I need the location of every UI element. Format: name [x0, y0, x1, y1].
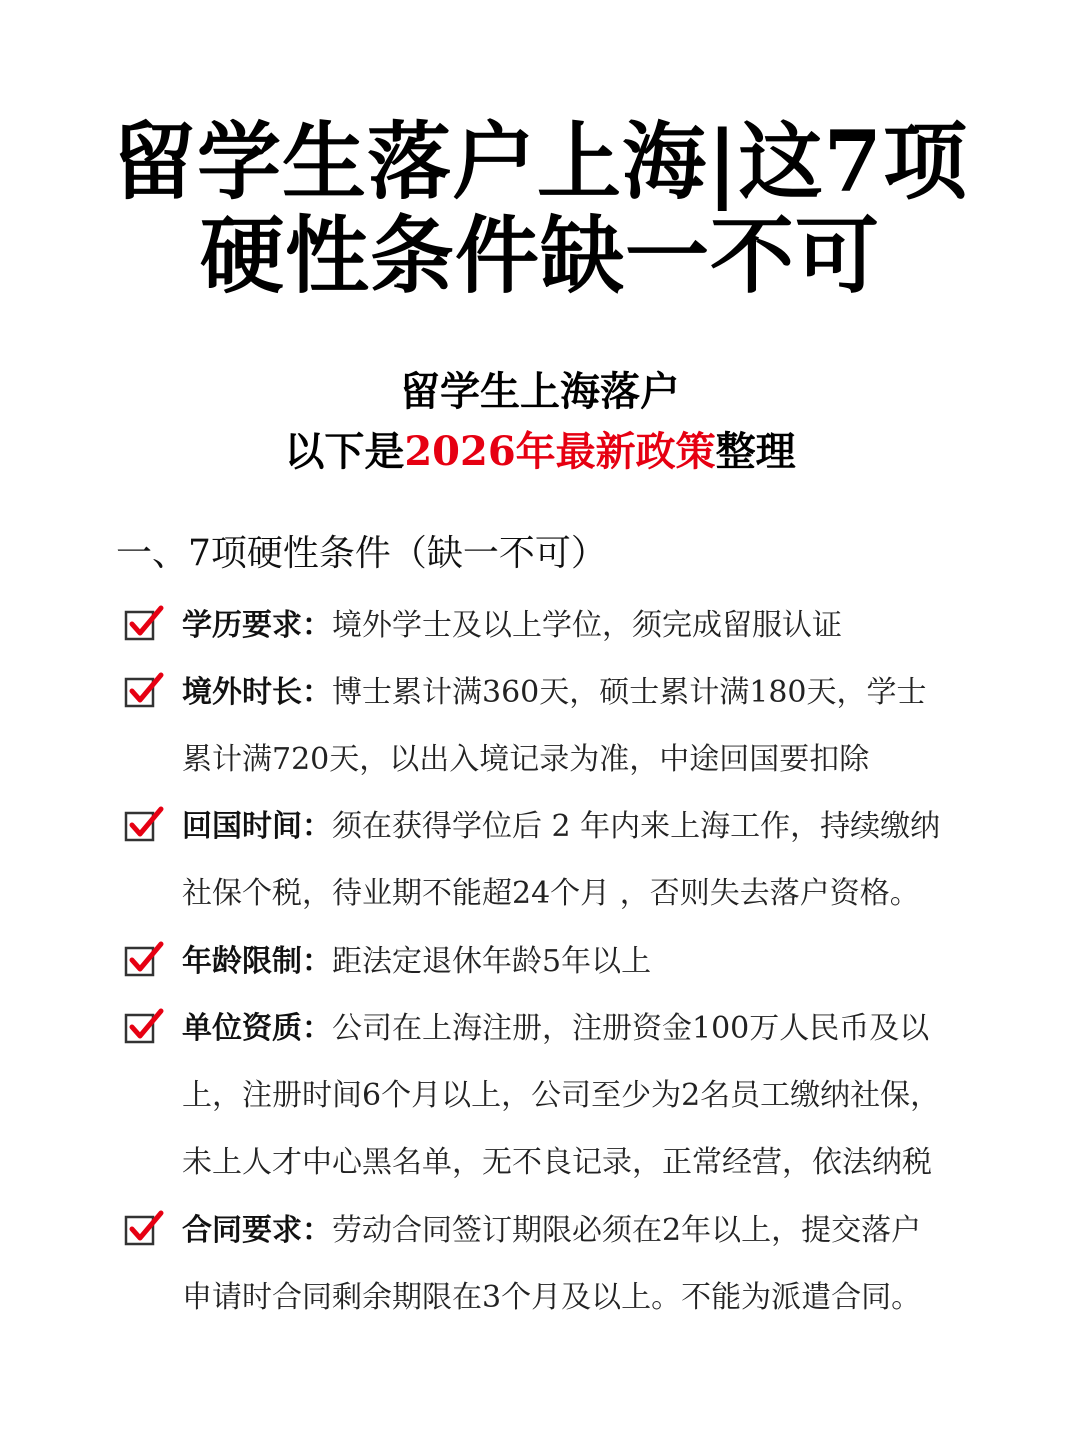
condition-text: [182, 928, 982, 995]
checkbox-checked-icon: [124, 1209, 164, 1247]
condition-label: 年龄限制：: [182, 944, 332, 979]
condition-text: [182, 592, 982, 659]
subtitle-line-2: [0, 424, 1080, 480]
checkbox-checked-icon: [124, 671, 164, 709]
condition-text: [182, 1197, 982, 1331]
checkbox-checked-icon: [124, 604, 164, 642]
condition-line: 累计满720天，以出入境记录为准，中途回国要扣除: [182, 742, 870, 777]
condition-line: 距法定退休年龄5年以上: [332, 944, 652, 979]
checkbox-checked-icon: [124, 805, 164, 843]
condition-line: 社保个税，待业期不能超24个月 ，否则失去落户资格。: [182, 876, 920, 911]
condition-label: 回国时间：: [182, 809, 332, 844]
condition-text: [182, 659, 982, 793]
condition-line: 公司在上海注册，注册资金100万人民币及以: [332, 1011, 930, 1046]
subtitle-line-1: 留学生上海落户: [400, 368, 680, 415]
condition-line: 博士累计满360天，硕士累计满180天，学士: [332, 675, 927, 710]
section-heading: 一、7项硬性条件（缺一不可）: [116, 533, 607, 574]
subtitle-prefix: 以下是: [284, 428, 405, 475]
subtitle-highlight: 2026年最新政策: [404, 428, 716, 475]
condition-line: 劳动合同签订期限必须在2年以上，提交落户: [332, 1213, 922, 1248]
condition-label: 单位资质：: [182, 1011, 332, 1046]
condition-text: [182, 793, 982, 927]
condition-line: 申请时合同剩余期限在3个月及以上。不能为派遣合同。: [182, 1280, 922, 1315]
checkbox-checked-icon: [124, 1007, 164, 1045]
condition-line: 上，注册时间6个月以上，公司至少为2名员工缴纳社保，: [182, 1078, 941, 1113]
condition-label: 学历要求：: [182, 608, 332, 643]
condition-line: 未上人才中心黑名单，无不良记录，正常经营，依法纳税: [182, 1145, 932, 1180]
condition-line: 须在获得学位后 2 年内来上海工作，持续缴纳: [332, 809, 941, 844]
page-title-line-2: 硬性条件缺一不可: [199, 206, 880, 305]
subtitle-suffix: 整理: [715, 428, 796, 475]
condition-line: 境外学士及以上学位，须完成留服认证: [332, 608, 842, 643]
condition-label: 合同要求：: [182, 1213, 332, 1248]
checkbox-checked-icon: [124, 940, 164, 978]
page-title-line-1: 留学生落户上海|这7项: [111, 112, 968, 211]
condition-label: 境外时长：: [182, 675, 332, 710]
condition-text: [182, 995, 982, 1196]
